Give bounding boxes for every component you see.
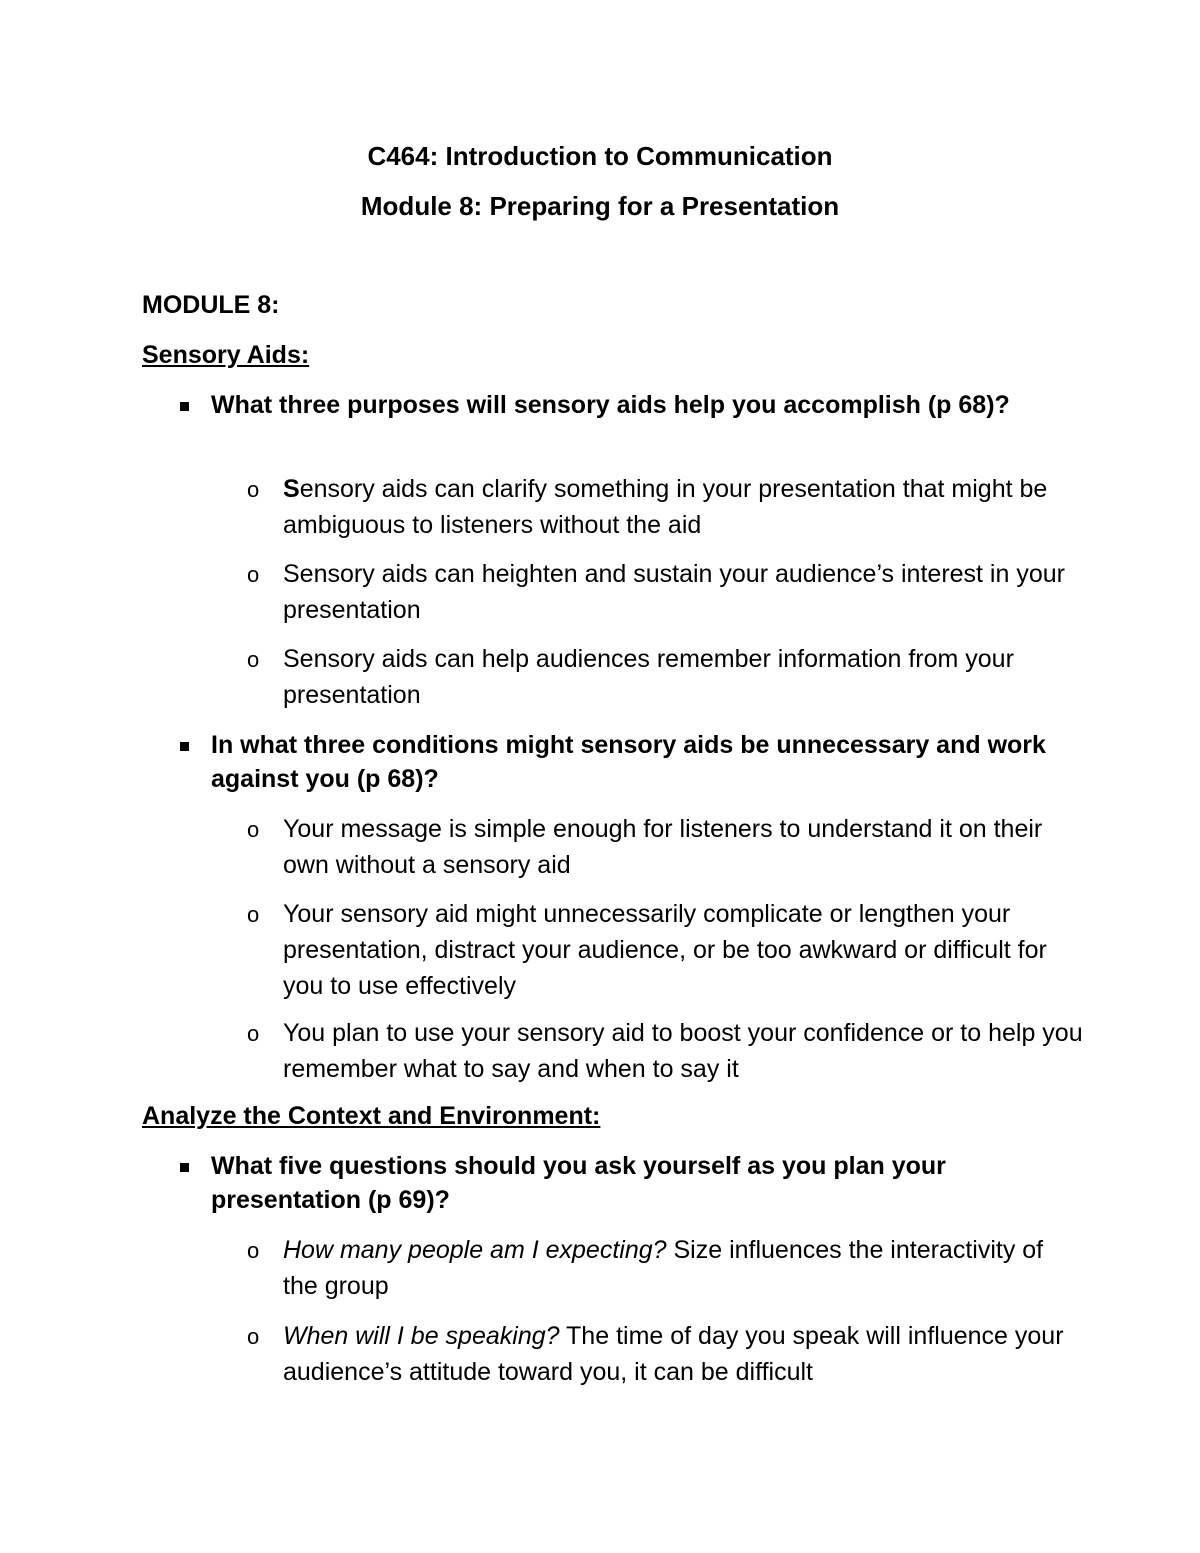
circle-bullet-icon: o xyxy=(247,817,260,842)
answer-text-body: ensory aids can clarify something in your presentation that might be ambiguous to listeners without the aid xyxy=(283,475,1048,539)
question-text: In what three conditions might sensory aids be unnecessary and work against you (p 68)? xyxy=(211,731,1046,793)
circle-bullet-icon: o xyxy=(247,477,260,502)
section-heading-context-environment: Analyze the Context and Environment: xyxy=(142,1102,601,1130)
answer-italic-question: How many people am I expecting? xyxy=(283,1236,667,1264)
circle-bullet-icon: o xyxy=(247,562,260,587)
square-bullet-icon xyxy=(180,402,189,411)
answer-text xyxy=(283,1232,1083,1304)
answer-text-body: The time of day you speak will influence your audience’s attitude toward you, it can be difficult xyxy=(283,1322,1064,1386)
course-title: C464: Introduction to Communication xyxy=(367,141,833,171)
answer-text: You plan to use your sensory aid to boost your confidence or to help you remember what to say and when to say it xyxy=(283,1019,1083,1083)
question-text: What three purposes will sensory aids help you accomplish (p 68)? xyxy=(211,391,1010,419)
question-text: What five questions should you ask yourself as you plan your presentation (p 69)? xyxy=(211,1152,946,1214)
answer-lead-letter: S xyxy=(283,475,300,503)
answer-italic-question: When will I be speaking? xyxy=(283,1322,560,1350)
answer-text xyxy=(283,1318,1083,1390)
square-bullet-icon xyxy=(180,1163,189,1172)
module-heading: MODULE 8: xyxy=(142,291,280,319)
circle-bullet-icon: o xyxy=(247,1021,260,1046)
circle-bullet-icon: o xyxy=(247,1238,260,1263)
answer-text: Sensory aids can heighten and sustain your audience’s interest in your presentation xyxy=(283,560,1065,624)
circle-bullet-icon: o xyxy=(247,647,260,672)
square-bullet-icon xyxy=(180,742,189,751)
circle-bullet-icon: o xyxy=(247,1324,260,1349)
answer-text-body: Size influences the interactivity of the group xyxy=(283,1236,1044,1300)
answer-text: Your message is simple enough for listeners to understand it on their own without a sensory aid xyxy=(283,815,1043,879)
answer-text xyxy=(283,471,1083,543)
module-title: Module 8: Preparing for a Presentation xyxy=(360,191,840,221)
answer-text: Sensory aids can help audiences remember information from your presentation xyxy=(283,645,1014,709)
section-heading-sensory-aids: Sensory Aids: xyxy=(142,341,310,369)
answer-text: Your sensory aid might unnecessarily complicate or lengthen your presentation, distract your audience, or be too awkward or difficult for you to use effectively xyxy=(283,900,1047,1000)
circle-bullet-icon: o xyxy=(247,902,260,927)
